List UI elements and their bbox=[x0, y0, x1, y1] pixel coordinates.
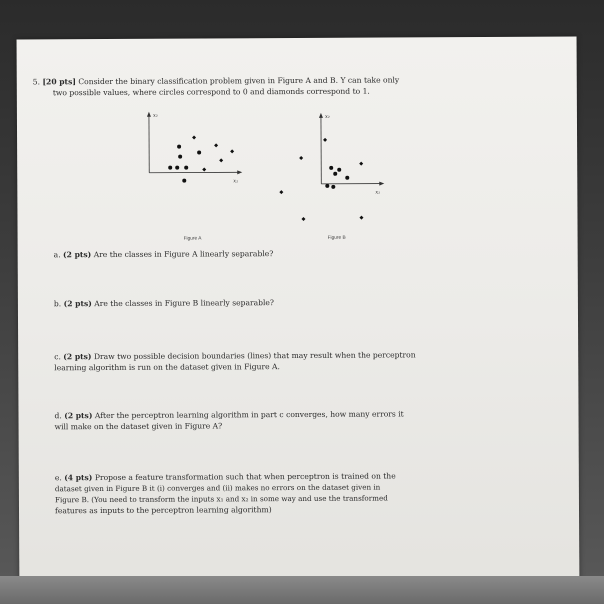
figure-a-caption: Figure A bbox=[183, 236, 202, 242]
figure-b-y-label: x₂ bbox=[324, 113, 330, 120]
question-e-line1: Propose a feature transformation such that when perceptron is trained on the bbox=[94, 471, 396, 483]
figure-a-x-label: x₁ bbox=[233, 178, 239, 185]
figure-a-diamond bbox=[192, 136, 196, 140]
figure-a-y-label: x₂ bbox=[152, 112, 158, 119]
question-b bbox=[54, 297, 564, 310]
problem-points: [20 pts] bbox=[42, 77, 76, 87]
figure-b-diamond bbox=[359, 162, 363, 166]
figure-b-diamond bbox=[301, 217, 305, 221]
figure-b-plot bbox=[263, 108, 394, 249]
question-a bbox=[54, 248, 564, 261]
figure-a-diamond bbox=[202, 167, 206, 171]
figure-b-circle bbox=[345, 176, 349, 180]
figure-a-circle bbox=[168, 166, 172, 170]
question-b-text: Are the classes in Figure B linearly separable? bbox=[94, 298, 275, 309]
figure-b-x-label: x₁ bbox=[375, 189, 381, 196]
figure-a-plot bbox=[137, 108, 247, 201]
figure-a-circle bbox=[177, 145, 181, 149]
question-d-label: d. bbox=[54, 411, 62, 421]
monitor-bezel-bottom bbox=[0, 576, 604, 604]
question-d-line1: After the perceptron learning algorithm in part c converges, how many errors it bbox=[94, 409, 404, 421]
question-e-line4: features as inputs to the perceptron learning algorithm) bbox=[54, 505, 272, 516]
figure-b-diamond bbox=[359, 216, 363, 220]
figure-b-diamond bbox=[279, 190, 283, 194]
figure-a-x-arrow bbox=[237, 170, 242, 174]
figure-b-caption: Figure B bbox=[327, 235, 346, 241]
figure-b-circle bbox=[325, 184, 329, 188]
figure-a-diamond bbox=[219, 158, 223, 162]
question-a-label: a. bbox=[53, 250, 61, 260]
figure-a-y-arrow bbox=[147, 112, 151, 117]
question-e-line2: dataset given in Figure B it (i) converges and (ii) makes no errors on the dataset given in bbox=[54, 482, 381, 494]
figure-b-circle bbox=[333, 172, 337, 176]
question-c-label: c. bbox=[54, 352, 61, 362]
figure-b-diamond bbox=[299, 156, 303, 160]
problem-intro-line2: two possible values, where circles correspond to 0 and diamonds correspond to 1. bbox=[52, 86, 370, 98]
figure-a-circle bbox=[178, 155, 182, 159]
question-e-label: e. bbox=[54, 473, 62, 483]
question-c-points: (2 pts) bbox=[63, 352, 92, 362]
figure-a-diamond bbox=[230, 149, 234, 153]
figure-a-circle bbox=[175, 166, 179, 170]
figure-a-circle bbox=[184, 166, 188, 170]
figure-b-circle bbox=[331, 185, 335, 189]
figure-b-y-arrow bbox=[319, 113, 323, 118]
question-e-points: (4 pts) bbox=[64, 473, 93, 483]
question-a-points: (2 pts) bbox=[63, 250, 92, 260]
figure-b-circle bbox=[337, 168, 341, 172]
figure-b-circle bbox=[329, 166, 333, 170]
question-d-line2: will make on the dataset given in Figure A? bbox=[54, 421, 223, 432]
figure-b-diamond bbox=[323, 138, 327, 142]
problem-number: 5. bbox=[32, 77, 41, 87]
figure-a-circle bbox=[197, 151, 201, 155]
document-page bbox=[17, 37, 580, 600]
question-c-line2: learning algorithm is run on the dataset given in Figure A. bbox=[54, 362, 280, 373]
question-b-label: b. bbox=[53, 299, 62, 309]
figure-a-circle bbox=[182, 179, 186, 183]
question-d-points: (2 pts) bbox=[64, 411, 93, 421]
question-c-line1: Draw two possible decision boundaries (lines) that may result when the perceptron bbox=[93, 350, 416, 362]
question-a-text: Are the classes in Figure A linearly separable? bbox=[93, 249, 274, 260]
figure-b-x-arrow bbox=[379, 182, 384, 186]
figure-a-diamond bbox=[214, 143, 218, 147]
question-b-points: (2 pts) bbox=[63, 299, 92, 309]
problem-intro-line1: Consider the binary classification problem given in Figure A and B. Y can take only bbox=[78, 75, 400, 87]
question-e-line3: Figure B. (You need to transform the inputs x₁ and x₂ in some way and use the transformed bbox=[54, 493, 388, 505]
